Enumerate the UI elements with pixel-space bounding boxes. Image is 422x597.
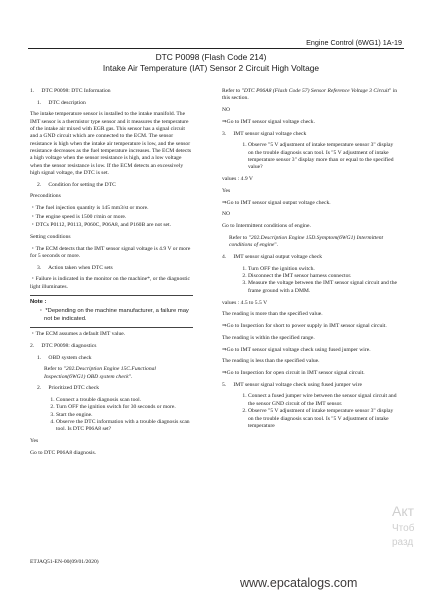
specified-values: values : 4.5 to 5.5 V <box>222 299 268 306</box>
step-item: 1. Connect a trouble diagnosis scan tool. <box>56 397 193 404</box>
note-heading: Note : <box>30 299 47 306</box>
yes-label: Yes <box>222 187 231 194</box>
section-number: 1. <box>37 354 42 361</box>
preconditions-label: Preconditions <box>30 193 61 200</box>
prioritized-dtc-steps <box>30 397 193 434</box>
output-voltage-steps <box>222 266 400 296</box>
action-item: ・The ECM assumes a default IMT value. <box>30 331 126 338</box>
section-label: IMT sensor signal output voltage check <box>233 254 323 261</box>
goto-output-voltage-check: ⇒Go to IMT sensor signal output voltage check. <box>222 199 331 206</box>
left-column <box>30 88 193 462</box>
step-item: 2. Disconnect the IMT sensor harness connector. <box>248 273 400 280</box>
section-2-2-heading <box>30 385 193 392</box>
step-item: 3. Start the engine. <box>56 412 193 419</box>
title-line-2: Intake Air Temperature (IAT) Sensor 2 Circuit High Voltage <box>102 62 320 73</box>
section-1-2-heading <box>30 182 193 189</box>
reading-within: The reading is within the specified range. <box>222 334 315 341</box>
note-rule-bottom <box>30 327 193 328</box>
ref-prefix: Refer to " <box>229 234 251 241</box>
signal-voltage-steps <box>222 142 400 172</box>
section-4-heading <box>222 254 400 261</box>
section-1-3-heading <box>30 265 193 272</box>
step-item: 3. Measure the voltage between the IMT sensor signal circuit and the frame ground with a DMM. <box>248 280 400 295</box>
note-body: ・ *Depending on the machine manufacturer, a failure may not be indicated. <box>38 307 189 322</box>
header-rule <box>28 48 404 49</box>
precondition-item: ・The fuel injection quantity is 145 mm3/st or more. <box>30 205 149 212</box>
precondition-item: ・DTCs P0112, P0113, P060C, P06A8, and P160B are not set. <box>30 221 171 228</box>
section-label: DTC P0098: DTC Information <box>41 88 111 94</box>
section-number: 2. <box>37 385 42 392</box>
ref-link[interactable]: 202.Description Engine 15D.Symptom(6WG1) Intermittent conditions of engine <box>229 234 384 249</box>
step-item: 1. Turn OFF the ignition switch. <box>248 266 400 273</box>
section-number: 4. <box>222 254 227 261</box>
ref-prefix: Refer to " <box>222 88 244 94</box>
section-3-heading <box>222 131 400 138</box>
section-label: IMT sensor signal voltage check using fused jumper wire <box>233 381 362 388</box>
goto-open-circuit: ⇒Go to Inspection for open circuit in IMT sensor signal circuit. <box>222 370 365 377</box>
right-column <box>222 88 400 435</box>
footer-doc-code: ETJAQ51-EN-00(09/01/2020) <box>30 559 99 565</box>
dtc-description: The intake temperature sensor is installed to the intake manifold. The IMT sensor is a thermistor type sensor and it measures the temperature of the intake air mixed with EGR gas. This sensor has a signal circuit and a GND circuit which are connected to the ECM. The sensor resistance is high when the intake air temperature is low, and the sensor resistance decreases as the fuel temperature increases. The ECM detects a high voltage when the sensor resistance is high, and a low voltage when the sensor resistance is low. If the ECM detects an excessively high signal voltage, the DTC is set. <box>30 111 192 177</box>
p06a8-reference <box>222 88 400 103</box>
goto-signal-voltage-check: ⇒Go to IMT sensor signal voltage check. <box>222 118 315 125</box>
goto-short-to-power: ⇒Go to Inspection for short to power supply in IMT sensor signal circuit. <box>222 323 387 330</box>
ghost-line: Акт <box>392 503 415 519</box>
setting-conditions-label: Setting conditions <box>30 233 71 240</box>
ref-prefix: Refer to " <box>44 366 66 373</box>
step-item: 2. Observe "5 V adjustment of intake temperature sensor 3" display on the trouble diagnosis scan tool. Is "5 V adjustment of intake temperature <box>248 408 400 430</box>
overlay-ghost-text <box>392 502 414 550</box>
section-number: 3. <box>222 130 227 137</box>
page-title <box>0 52 422 74</box>
step-item: 1. Observe "5 V adjustment of intake temperature sensor 3" display on the trouble diagnosis scan tool. Is "5 V adjustment of intake temperature sensor 3" display more than or equal to the specified value? <box>248 142 400 172</box>
section-number: 5. <box>222 381 227 388</box>
step-item: 4. Observe the DTC information with a trouble diagnosis scan tool. Is DTC P06A8 set? <box>56 419 193 434</box>
section-label: DTC P0098: diagnostics <box>41 343 97 350</box>
section-label: DTC description <box>48 99 86 106</box>
ghost-line: Чтоб <box>392 522 415 534</box>
ref-link[interactable]: 202.Description Engine 15C.Functional Inspection(6WG1) OBD system check <box>44 366 156 380</box>
specified-values: values : 4.9 V <box>222 176 253 183</box>
ref-link[interactable]: DTC P06A8 (Flash Code 57) Sensor Reference Voltage 3 Circuit <box>243 88 390 94</box>
yes-label: Yes <box>30 438 39 445</box>
obd-reference <box>30 366 193 381</box>
section-number: 3. <box>37 264 42 271</box>
ref-suffix: ". <box>274 242 279 249</box>
section-2-heading <box>30 343 193 350</box>
section-label: Condition for setting the DTC <box>48 181 116 188</box>
action-item: ・Failure is indicated in the monitor on the machine*, or the diagnostic light illuminates. <box>30 276 191 290</box>
reading-less: The reading is less than the specified value. <box>222 358 320 365</box>
section-label: IMT sensor signal voltage check <box>233 130 307 137</box>
title-line-1: DTC P0098 (Flash Code 214) <box>155 52 267 62</box>
no-label: NO <box>222 211 231 218</box>
ref-suffix: ". <box>128 373 133 380</box>
goto-jumper-check: ⇒Go to IMT sensor signal voltage check using fused jumper wire. <box>222 346 371 353</box>
step-item: 1. Connect a fused jumper wire between the sensor signal circuit and the sensor GND circuit of the IMT sensor. <box>248 393 400 408</box>
step-item: 2. Turn OFF the ignition switch for 30 seconds or more. <box>56 404 193 411</box>
ghost-line: разд <box>392 536 414 548</box>
section-number: 1. <box>30 88 35 94</box>
jumper-check-steps <box>222 393 400 430</box>
header-title: Engine Control (6WG1) 1A-19 <box>306 38 402 47</box>
section-2-1-heading <box>30 355 193 362</box>
section-number: 2. <box>37 181 42 188</box>
section-number: 2. <box>30 343 35 350</box>
goto-p06a8: Go to DTC P06A8 diagnosis. <box>30 449 97 456</box>
section-1-heading <box>30 88 193 95</box>
precondition-item: ・The engine speed is 1500 r/min or more. <box>30 213 127 220</box>
note-text: *Depending on the machine manufacturer, a failure may not be indicated. <box>44 307 189 322</box>
ref-suffix: " in this section. <box>222 88 398 102</box>
reading-more: The reading is more than the specified value. <box>222 311 323 318</box>
no-label: NO <box>222 107 231 114</box>
section-number: 1. <box>37 99 42 106</box>
watermark-text: www.epcatalogs.com <box>240 576 358 590</box>
section-label: Prioritized DTC check <box>48 385 100 392</box>
section-1-1-heading <box>30 100 193 107</box>
section-label: Action taken when DTC sets <box>48 264 113 271</box>
page-header <box>0 36 422 49</box>
section-label: OBD system check <box>48 354 92 361</box>
setting-condition-item: ・The ECM detects that the IMT sensor signal voltage is 4.9 V or more for 5 seconds or more. <box>30 245 191 259</box>
note-rule-top <box>30 295 193 296</box>
section-5-heading <box>222 382 400 389</box>
intermittent-reference <box>222 235 400 250</box>
goto-intermittent: Go to Intermittent conditions of engine. <box>222 223 311 230</box>
